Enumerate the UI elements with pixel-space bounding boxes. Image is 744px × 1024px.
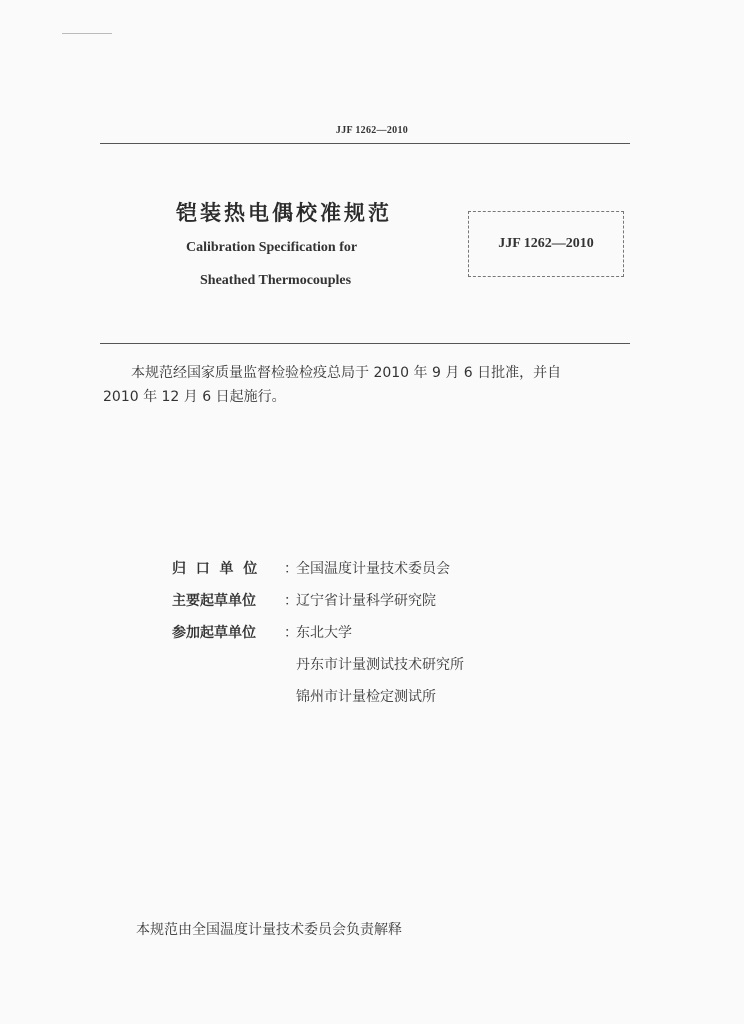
main-drafting-unit-row	[172, 584, 464, 616]
separator: ：	[284, 593, 298, 609]
responsible-unit-value: 全国温度计量技术委员会	[296, 561, 450, 577]
participating-unit-3: 锦州市计量检定测试所	[296, 689, 436, 705]
scan-mark	[62, 33, 112, 34]
participating-unit-2: 丹东市计量测试技术研究所	[296, 657, 464, 673]
top-rule	[100, 143, 630, 144]
responsible-unit-label: 归 口 单 位	[172, 561, 258, 577]
organizations	[172, 552, 464, 712]
participating-unit-row	[172, 680, 464, 712]
bottom-rule	[100, 343, 630, 344]
code-box-text: JJF 1262—2010	[498, 236, 594, 251]
footer-note: 本规范由全国温度计量技术委员会负责解释	[136, 922, 402, 938]
participating-unit-1: 东北大学	[296, 625, 352, 641]
main-drafting-unit-value: 辽宁省计量科学研究院	[296, 593, 436, 609]
separator: ：	[284, 625, 298, 641]
title-chinese: 铠装热电偶校准规范	[176, 201, 392, 225]
participating-unit-label: 参加起草单位	[172, 625, 256, 641]
separator: ：	[284, 561, 298, 577]
approval-statement	[103, 361, 633, 409]
approval-line2: 2010 年 12 月 6 日起施行。	[103, 389, 286, 405]
main-drafting-unit-label: 主要起草单位	[172, 593, 256, 609]
title-english-line2: Sheathed Thermocouples	[200, 273, 352, 288]
participating-unit-row	[172, 648, 464, 680]
participating-unit-row	[172, 616, 464, 648]
responsible-unit-row	[172, 552, 464, 584]
approval-line1: 本规范经国家质量监督检验检疫总局于 2010 年 9 月 6 日批准，并自	[131, 365, 562, 381]
header-code: JJF 1262—2010	[335, 125, 409, 136]
code-box	[468, 211, 624, 277]
title-english-line1: Calibration Specification for	[186, 240, 358, 255]
